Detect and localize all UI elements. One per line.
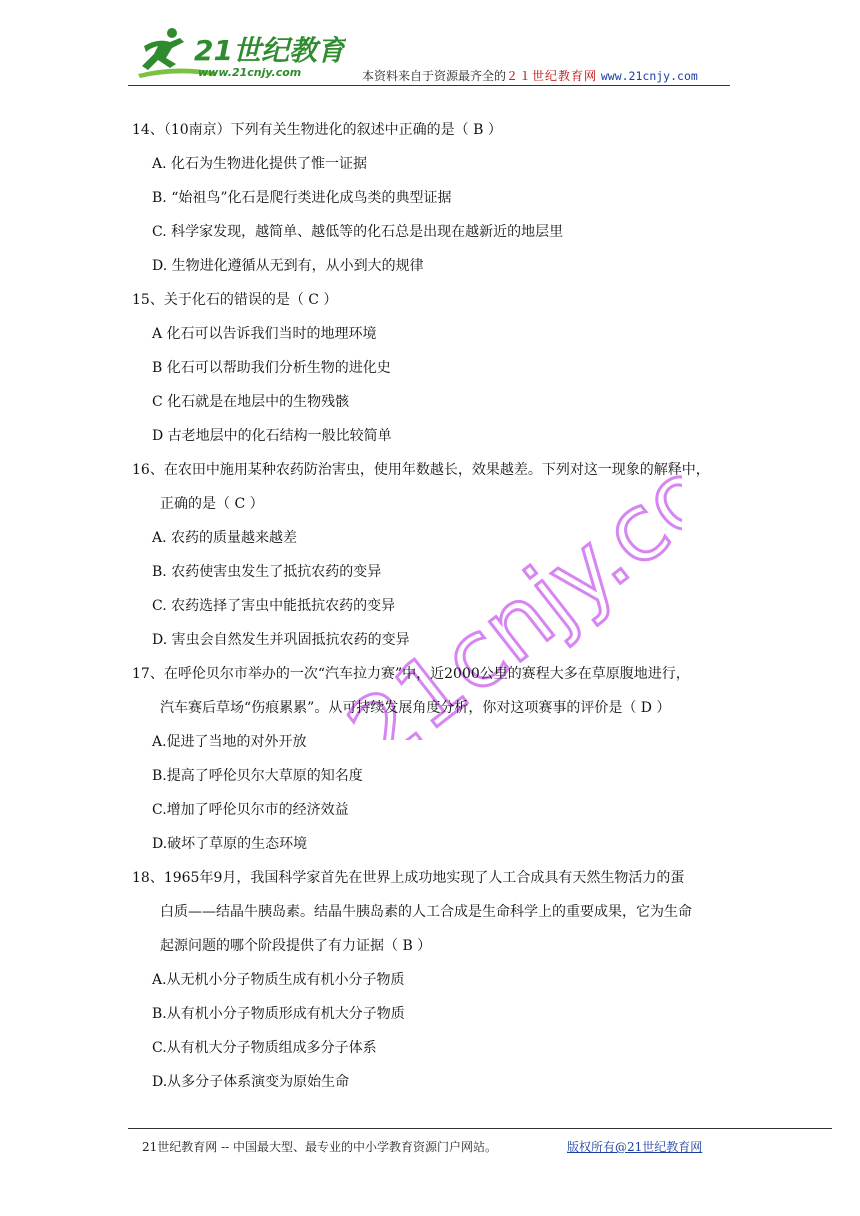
option-a: A. 农药的质量越来越差 — [152, 530, 298, 546]
question-14 — [132, 113, 732, 283]
question-17 — [132, 657, 732, 861]
option-c: C. 农药选择了害虫中能抵抗农药的变异 — [152, 598, 396, 614]
option-b: B.提高了呼伦贝尔大草原的知名度 — [152, 768, 363, 784]
option-b: B.从有机小分子物质形成有机大分子物质 — [152, 1006, 405, 1022]
option-c: C 化石就是在地层中的生物残骸 — [152, 394, 350, 410]
option-b: B. 农药使害虫发生了抵抗农药的变异 — [152, 564, 382, 580]
footer-divider — [128, 1128, 832, 1129]
footer-copyright-link[interactable]: 版权所有@21世纪教育网 — [567, 1140, 703, 1154]
page-header — [0, 0, 860, 90]
option-d: D.从多分子体系演变为原始生命 — [152, 1074, 350, 1090]
question-stem-continued: 起源问题的哪个阶段提供了有力证据（ B ） — [160, 938, 432, 954]
option-d: D. 害虫会自然发生并巩固抵抗农药的变异 — [152, 632, 410, 648]
option-a: A.促进了当地的对外开放 — [152, 734, 307, 750]
question-stem-continued: 白质——结晶牛胰岛素。结晶牛胰岛素的人工合成是生命科学上的重要成果，它为生命 — [160, 904, 692, 920]
header-source-brand[interactable]: ２１世纪教育网 — [506, 69, 598, 83]
option-d: D. 生物进化遵循从无到有，从小到大的规律 — [152, 258, 424, 274]
question-stem: 17、在呼伦贝尔市举办的一次“汽车拉力赛”中，近2000公里的赛程大多在草原腹地进行， — [132, 666, 690, 682]
question-stem: 18、1965年9月，我国科学家首先在世界上成功地实现了人工合成具有天然生物活力的蛋 — [132, 870, 685, 886]
question-15 — [132, 283, 732, 453]
option-a: A. 化石为生物进化提供了惟一证据 — [152, 156, 368, 172]
footer-description: 21世纪教育网 -- 中国最大型、最专业的中小学教育资源门户网站。 — [142, 1140, 498, 1154]
question-18 — [132, 861, 732, 1099]
header-source-text — [362, 67, 698, 84]
option-b: B. “始祖鸟”化石是爬行类进化成鸟类的典型证据 — [152, 190, 452, 206]
svg-text:21世纪教育: 21世纪教育 — [194, 34, 345, 67]
option-a: A.从无机小分子物质生成有机小分子物质 — [152, 972, 405, 988]
option-b: B 化石可以帮助我们分析生物的进化史 — [152, 360, 391, 376]
logo-graphic — [136, 24, 346, 82]
option-c: C.增加了呼伦贝尔市的经济效益 — [152, 802, 349, 818]
header-divider — [128, 85, 730, 86]
question-stem: 15、关于化石的错误的是（ C ） — [132, 292, 338, 308]
option-c: C. 科学家发现，越简单、越低等的化石总是出现在越新近的地层里 — [152, 224, 564, 240]
question-list — [132, 113, 732, 1099]
question-stem-continued: 汽车赛后草场“伤痕累累”。从可持续发展角度分析，你对这项赛事的评价是（ D ） — [160, 700, 671, 716]
header-source-prefix: 本资料来自于资源最齐全的 — [362, 69, 507, 83]
question-16 — [132, 453, 732, 657]
header-source-url[interactable]: www.21cnjy.com — [600, 69, 698, 83]
question-stem: 16、在农田中施用某种农药防治害虫，使用年数越长，效果越差。下列对这一现象的解释中， — [132, 462, 710, 478]
option-d: D.破坏了草原的生态环境 — [152, 836, 308, 852]
option-d: D 古老地层中的化石结构一般比较简单 — [152, 428, 392, 444]
question-stem: 14、（10南京）下列有关生物进化的叙述中正确的是（ B ） — [132, 122, 502, 138]
watermark-text: 21cnjy.com — [329, 383, 682, 740]
svg-text:www.21cnjy.com: www.21cnjy.com — [198, 66, 302, 79]
option-c: C.从有机大分子物质组成多分子体系 — [152, 1040, 377, 1056]
option-a: A 化石可以告诉我们当时的地理环境 — [152, 326, 377, 342]
question-stem-continued: 正确的是（ C ） — [160, 496, 264, 512]
site-logo[interactable] — [136, 24, 346, 82]
